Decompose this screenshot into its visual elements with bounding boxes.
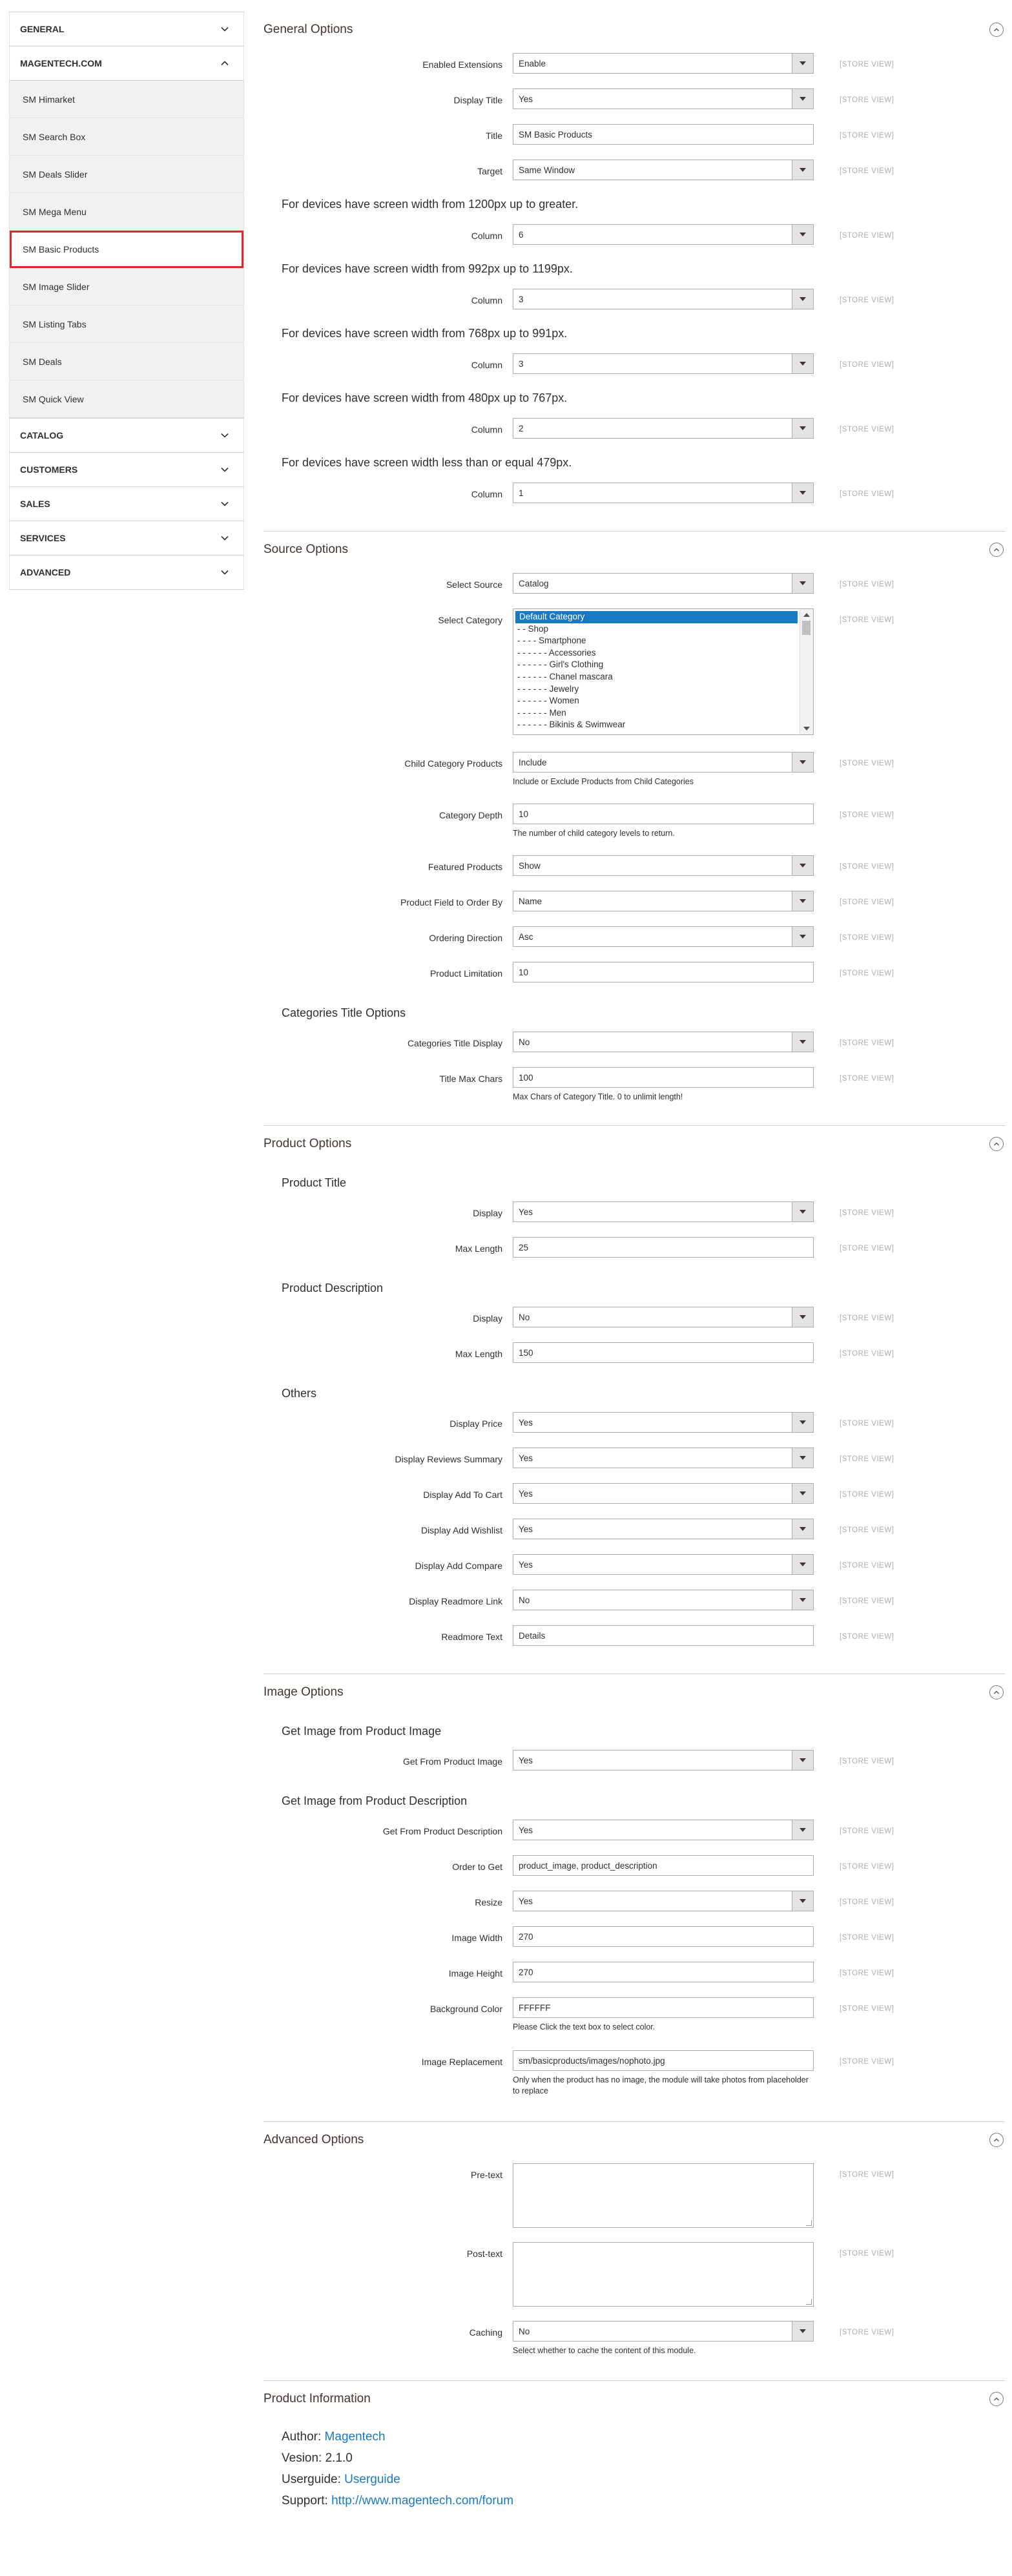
field-row (263, 1997, 1005, 2050)
sidebar-item-sm-deals[interactable]: SM Deals (10, 343, 243, 380)
field-row (263, 1750, 1005, 1785)
subheading: Product Description (282, 1282, 384, 1294)
display-compare-select[interactable]: Yes (513, 1554, 814, 1575)
field-row (263, 855, 1005, 891)
section-product-information-header[interactable] (263, 2380, 1005, 2417)
field-label: Column (471, 295, 502, 306)
field-label: Enabled Extensions (422, 59, 502, 70)
field-row (263, 2163, 1005, 2242)
list-option[interactable]: - - - - - - Women (517, 696, 579, 706)
dropdown-arrow-icon (792, 1202, 813, 1221)
sidebar-section-general[interactable] (9, 12, 244, 46)
list-option[interactable]: - - - - - - Girl's Clothing (517, 660, 604, 670)
subheading: Product Title (282, 1176, 347, 1189)
field-row (263, 88, 1005, 124)
field-label: Target (477, 166, 502, 176)
chevron-down-icon (218, 22, 232, 36)
field-label: Display Add To Cart (423, 1490, 502, 1500)
description-display-select[interactable]: No (513, 1307, 814, 1327)
dropdown-arrow-icon (792, 54, 813, 73)
display-reviews-select[interactable]: Yes (513, 1448, 814, 1468)
field-label: Caching (469, 2327, 502, 2338)
field-row (263, 804, 1005, 855)
field-label: Max Length (455, 1243, 502, 1254)
field-label: Title Max Chars (439, 1074, 502, 1084)
field-label: Get From Product Description (382, 1826, 502, 1836)
scope-label: [STORE VIEW] (840, 1562, 894, 1570)
scope-label: [STORE VIEW] (840, 1350, 894, 1358)
display-price-select[interactable]: Yes (513, 1412, 814, 1433)
userguide-link[interactable]: Userguide (344, 2473, 400, 2486)
dropdown-arrow-icon (792, 419, 813, 438)
scope-label: [STORE VIEW] (840, 361, 894, 369)
list-option[interactable]: - - - - Smartphone (517, 636, 586, 646)
subheading: For devices have screen width from 480px up to 767px. (282, 391, 568, 404)
scope-label: [STORE VIEW] (840, 2250, 894, 2258)
ordering-direction-select[interactable]: Asc (513, 926, 814, 947)
get-from-product-image-select[interactable]: Yes (513, 1750, 814, 1771)
sidebar-section-label: MAGENTECH.COM (20, 58, 102, 68)
dropdown-arrow-icon (792, 891, 813, 911)
scope-label: [STORE VIEW] (840, 1491, 894, 1499)
field-row (263, 1032, 1005, 1067)
field-label: Display Price (449, 1418, 502, 1429)
support-link[interactable]: http://www.magentech.com/forum (331, 2494, 514, 2508)
collapse-icon[interactable] (989, 1685, 1004, 1699)
caching-select[interactable]: No (513, 2321, 814, 2342)
dropdown-arrow-icon (792, 89, 813, 109)
field-label: Display (473, 1208, 502, 1218)
scope-label: [STORE VIEW] (840, 970, 894, 977)
config-sidebar (9, 12, 244, 590)
sidebar-section-label: CATALOG (20, 430, 64, 441)
sidebar-item-sm-quick-view[interactable]: SM Quick View (10, 380, 243, 418)
scope-label: [STORE VIEW] (840, 616, 894, 624)
section-advanced-options (263, 2158, 1005, 2380)
scope-label: [STORE VIEW] (840, 1075, 894, 1083)
field-row (263, 573, 1005, 608)
field-label: Display Add Compare (415, 1561, 502, 1571)
field-label: Display Add Wishlist (420, 1525, 502, 1535)
chevron-down-icon (218, 531, 232, 545)
scope-label: [STORE VIEW] (840, 490, 894, 498)
field-note: The number of child category levels to return. (513, 829, 675, 838)
column-479-select[interactable]: 1 (513, 483, 814, 503)
field-row (263, 1483, 1005, 1519)
field-label: Order to Get (452, 1862, 502, 1872)
image-replacement-input[interactable]: sm/basicproducts/images/nophoto.jpg (513, 2050, 814, 2071)
scope-label: [STORE VIEW] (840, 426, 894, 433)
chevron-down-icon (218, 497, 232, 511)
scope-label: [STORE VIEW] (840, 2058, 894, 2066)
field-label: Display Title (453, 95, 502, 105)
field-row (263, 160, 1005, 195)
collapse-icon[interactable] (989, 23, 1004, 37)
section-title: General Options (263, 23, 353, 36)
field-row (263, 1519, 1005, 1554)
field-row (263, 1201, 1005, 1237)
scope-label: [STORE VIEW] (840, 1420, 894, 1428)
field-label: Image Width (451, 1933, 502, 1943)
chevron-up-icon (218, 56, 232, 70)
section-advanced-options-header[interactable] (263, 2121, 1005, 2158)
scope-label: [STORE VIEW] (840, 296, 894, 304)
section-image-options-header[interactable] (263, 1674, 1005, 1710)
readmore-text-input[interactable]: Details (513, 1625, 814, 1646)
collapse-icon[interactable] (989, 2133, 1004, 2147)
scope-label: [STORE VIEW] (840, 1039, 894, 1047)
column-480-select[interactable]: 2 (513, 418, 814, 439)
section-general-options (263, 48, 1005, 531)
image-height-input[interactable]: 270 (513, 1962, 814, 1982)
scope-label: [STORE VIEW] (840, 2329, 894, 2336)
field-label: Image Replacement (421, 2057, 502, 2067)
field-note: Select whether to cache the content of this module. (513, 2346, 696, 2355)
dropdown-arrow-icon (792, 1484, 813, 1503)
version-line: Vesion: 2.1.0 (282, 2451, 353, 2465)
dropdown-arrow-icon (792, 1448, 813, 1468)
sidebar-section-advanced[interactable] (9, 555, 244, 590)
scope-label: [STORE VIEW] (840, 167, 894, 175)
field-row (263, 1590, 1005, 1625)
list-option[interactable]: - - - - - - Men (517, 707, 566, 718)
dropdown-arrow-icon (792, 289, 813, 309)
field-label: Post-text (466, 2249, 502, 2259)
scope-label: [STORE VIEW] (840, 1898, 894, 1906)
author-link[interactable]: Magentech (324, 2430, 386, 2444)
field-label: Ordering Direction (429, 933, 502, 943)
section-title: Advanced Options (263, 2133, 364, 2146)
sidebar-section-label: ADVANCED (20, 567, 71, 577)
dropdown-arrow-icon (792, 574, 813, 593)
field-label: Column (471, 231, 502, 241)
field-row (263, 1625, 1005, 1661)
field-note: Please Click the text box to select color. (513, 2022, 656, 2031)
sidebar-item-sm-deals-slider[interactable]: SM Deals Slider (10, 156, 243, 193)
field-label: Child Category Products (404, 758, 502, 769)
column-1200-select[interactable]: 6 (513, 224, 814, 245)
field-label: Category Depth (439, 810, 502, 820)
field-label: Get From Product Image (402, 1756, 502, 1767)
field-row (263, 1820, 1005, 1855)
field-row (263, 1307, 1005, 1342)
category-depth-input[interactable]: 10 (513, 804, 814, 824)
field-row (263, 1926, 1005, 1962)
field-row (263, 1855, 1005, 1891)
list-option[interactable]: Default Category (515, 611, 798, 623)
child-category-products-select[interactable]: Include (513, 752, 814, 773)
field-label: Display Reviews Summary (395, 1454, 502, 1464)
sidebar-section-services[interactable] (9, 521, 244, 555)
field-label: Featured Products (428, 862, 502, 872)
field-row (263, 2321, 1005, 2367)
dropdown-arrow-icon (792, 1891, 813, 1911)
sidebar-section-label: SERVICES (20, 533, 66, 543)
scope-label: [STORE VIEW] (840, 1209, 894, 1217)
scope-label: [STORE VIEW] (840, 1758, 894, 1765)
field-label: Image Height (448, 1968, 502, 1979)
title-display-select[interactable]: Yes (513, 1201, 814, 1222)
field-label: Product Limitation (429, 968, 502, 979)
section-title: Product Information (263, 2392, 371, 2405)
scope-label: [STORE VIEW] (840, 1245, 894, 1252)
display-readmore-select[interactable]: No (513, 1590, 814, 1610)
scope-label: [STORE VIEW] (840, 863, 894, 871)
support-line: Support: http://www.magentech.com/forum (282, 2494, 514, 2508)
sidebar-section-label: GENERAL (20, 24, 65, 34)
sidebar-section-customers[interactable] (9, 452, 244, 486)
dropdown-arrow-icon (792, 1307, 813, 1327)
sidebar-item-sm-basic-products[interactable]: SM Basic Products (10, 231, 243, 268)
field-label: Max Length (455, 1349, 502, 1359)
section-title: Source Options (263, 543, 348, 556)
dropdown-arrow-icon (792, 1590, 813, 1610)
collapse-icon[interactable] (989, 1137, 1004, 1151)
dropdown-arrow-icon (792, 354, 813, 373)
userguide-line: Userguide: Userguide (282, 2473, 400, 2486)
dropdown-arrow-icon (792, 927, 813, 946)
subheading: Others (282, 1387, 317, 1400)
display-add-to-cart-select[interactable]: Yes (513, 1483, 814, 1504)
field-label: Product Field to Order By (400, 897, 502, 908)
sidebar-item-sm-mega-menu[interactable]: SM Mega Menu (10, 193, 243, 231)
scope-label: [STORE VIEW] (840, 61, 894, 68)
scope-label: [STORE VIEW] (840, 1455, 894, 1463)
field-label: Select Category (438, 615, 502, 625)
subheading: Get Image from Product Image (282, 1725, 442, 1738)
display-title-select[interactable]: Yes (513, 88, 814, 109)
list-option[interactable]: - - - - - - Accessories (517, 647, 596, 658)
field-row (263, 962, 1005, 997)
section-title: Product Options (263, 1137, 352, 1150)
field-row (263, 124, 1005, 160)
chevron-down-icon (218, 462, 232, 477)
field-row (263, 926, 1005, 962)
field-row (263, 1237, 1005, 1272)
scope-label: [STORE VIEW] (840, 1314, 894, 1322)
field-label: Select Source (446, 579, 502, 590)
field-row (263, 224, 1005, 260)
scope-label: [STORE VIEW] (840, 1863, 894, 1871)
categories-title-display-select[interactable]: No (513, 1032, 814, 1052)
field-label: Background Color (429, 2004, 502, 2014)
field-row (263, 483, 1005, 518)
field-row (263, 1891, 1005, 1926)
dropdown-arrow-icon (792, 2322, 813, 2341)
select-category-listbox[interactable] (513, 608, 814, 735)
field-label: Display (473, 1313, 502, 1324)
subheading: For devices have screen width less than or equal 479px. (282, 456, 572, 469)
field-label: Column (471, 360, 502, 370)
dropdown-arrow-icon (792, 1750, 813, 1770)
field-label: Resize (475, 1897, 502, 1907)
field-label: Title (486, 130, 502, 141)
config-main (263, 12, 1005, 2518)
scope-label: [STORE VIEW] (840, 232, 894, 240)
chevron-down-icon (218, 428, 232, 442)
enabled-extensions-select[interactable]: Enable (513, 53, 814, 74)
product-limitation-input[interactable]: 10 (513, 962, 814, 982)
field-label: Column (471, 424, 502, 435)
dropdown-arrow-icon (792, 753, 813, 772)
field-note: Max Chars of Category Title. 0 to unlimit length! (513, 1092, 683, 1101)
field-row (263, 1554, 1005, 1590)
list-option[interactable]: - - Shop (517, 623, 549, 634)
section-image-options (263, 1710, 1005, 2121)
dropdown-arrow-icon (792, 225, 813, 244)
title-max-chars-input[interactable]: 100 (513, 1067, 814, 1088)
field-row (263, 1448, 1005, 1483)
list-option[interactable]: - - - - - - Chanel mascara (517, 671, 613, 681)
author-line: Author: Magentech (282, 2430, 386, 2444)
dropdown-arrow-icon (792, 1820, 813, 1840)
section-source-options (263, 568, 1005, 1125)
field-label: Readmore Text (441, 1632, 502, 1642)
sidebar-item-sm-himarket[interactable]: SM Himarket (10, 81, 243, 118)
resize-select[interactable]: Yes (513, 1891, 814, 1911)
section-title: Image Options (263, 1685, 344, 1699)
field-row (263, 53, 1005, 88)
sidebar-section-sales[interactable] (9, 486, 244, 521)
image-width-input[interactable]: 270 (513, 1926, 814, 1947)
scope-label: [STORE VIEW] (840, 132, 894, 140)
sidebar-submenu (9, 81, 244, 418)
scope-label: [STORE VIEW] (840, 1934, 894, 1942)
field-row (263, 1412, 1005, 1448)
field-label: Categories Title Display (407, 1038, 502, 1048)
dropdown-arrow-icon (792, 1413, 813, 1432)
scope-label: [STORE VIEW] (840, 581, 894, 588)
scope-label: [STORE VIEW] (840, 96, 894, 104)
subheading: For devices have screen width from 1200px up to greater. (282, 198, 579, 211)
scope-label: [STORE VIEW] (840, 2171, 894, 2179)
field-label: Display Readmore Link (409, 1596, 502, 1606)
dropdown-arrow-icon (792, 856, 813, 875)
list-option[interactable]: - - - - - - Bikinis & Swimwear (517, 720, 626, 730)
collapse-icon[interactable] (989, 543, 1004, 557)
field-row (263, 1342, 1005, 1378)
scope-label: [STORE VIEW] (840, 760, 894, 767)
scope-label: [STORE VIEW] (840, 1969, 894, 1977)
scope-label: [STORE VIEW] (840, 1526, 894, 1534)
field-row (263, 418, 1005, 453)
section-product-options (263, 1162, 1005, 1674)
dropdown-arrow-icon (792, 1555, 813, 1574)
dropdown-arrow-icon (792, 483, 813, 503)
field-row (263, 2050, 1005, 2108)
field-row (263, 353, 1005, 389)
get-from-description-select[interactable]: Yes (513, 1820, 814, 1840)
featured-products-select[interactable]: Show (513, 855, 814, 876)
listbox-scrollbar[interactable] (800, 609, 813, 734)
collapse-icon[interactable] (989, 2392, 1004, 2406)
dropdown-arrow-icon (792, 1032, 813, 1052)
field-label: Column (471, 489, 502, 499)
field-row (263, 289, 1005, 324)
scope-label: [STORE VIEW] (840, 934, 894, 942)
column-768-select[interactable]: 3 (513, 353, 814, 374)
product-information (263, 2417, 1005, 2518)
dropdown-arrow-icon (792, 160, 813, 180)
sidebar-item-sm-search-box[interactable]: SM Search Box (10, 118, 243, 156)
section-source-options-header[interactable] (263, 531, 1005, 568)
field-label: Pre-text (470, 2170, 502, 2180)
column-992-select[interactable]: 3 (513, 289, 814, 309)
section-product-options-header[interactable] (263, 1125, 1005, 1162)
sidebar-section-label: CUSTOMERS (20, 464, 78, 475)
order-to-get-input[interactable]: product_image, product_description (513, 1855, 814, 1876)
list-option[interactable]: - - - - - - Jewelry (517, 683, 579, 694)
subheading: Get Image from Product Description (282, 1794, 468, 1807)
chevron-down-icon (218, 565, 232, 579)
scope-label: [STORE VIEW] (840, 2005, 894, 2013)
background-color-input[interactable]: FFFFFF (513, 1997, 814, 2018)
post-text-textarea[interactable] (513, 2242, 814, 2307)
order-by-select[interactable]: Name (513, 891, 814, 911)
sidebar-section-label: SALES (20, 499, 50, 509)
scope-label: [STORE VIEW] (840, 898, 894, 906)
display-wishlist-select[interactable]: Yes (513, 1519, 814, 1539)
select-source-select[interactable]: Catalog (513, 573, 814, 594)
subheading: Categories Title Options (282, 1006, 406, 1019)
subheading: For devices have screen width from 992px up to 1199px. (282, 262, 573, 275)
dropdown-arrow-icon (792, 1519, 813, 1539)
scope-label: [STORE VIEW] (840, 1597, 894, 1605)
field-row (263, 891, 1005, 926)
subheading: For devices have screen width from 768px up to 991px. (282, 327, 568, 340)
sidebar-item-sm-listing-tabs[interactable]: SM Listing Tabs (10, 306, 243, 343)
field-row (263, 1067, 1005, 1112)
version-value: 2.1.0 (325, 2451, 353, 2465)
title-max-length-input[interactable]: 25 (513, 1237, 814, 1258)
target-select[interactable]: Same Window (513, 160, 814, 180)
description-max-length-input[interactable]: 150 (513, 1342, 814, 1363)
field-note: Only when the product has no image, the module will take photos from placeholder to replace (513, 2075, 809, 2095)
sidebar-section-catalog[interactable] (9, 418, 244, 452)
pre-text-textarea[interactable] (513, 2163, 814, 2228)
sidebar-item-sm-image-slider[interactable]: SM Image Slider (10, 268, 243, 306)
field-row (263, 1962, 1005, 1997)
scope-label: [STORE VIEW] (840, 811, 894, 819)
field-row (263, 2242, 1005, 2321)
field-row (263, 752, 1005, 804)
field-note: Include or Exclude Products from Child Categories (513, 777, 694, 786)
scope-label: [STORE VIEW] (840, 1633, 894, 1641)
sidebar-section-magentech[interactable] (9, 46, 244, 81)
section-general-options-header[interactable] (263, 12, 1005, 48)
field-row (263, 608, 1005, 752)
title-input[interactable]: SM Basic Products (513, 124, 814, 145)
scope-label: [STORE VIEW] (840, 1827, 894, 1835)
